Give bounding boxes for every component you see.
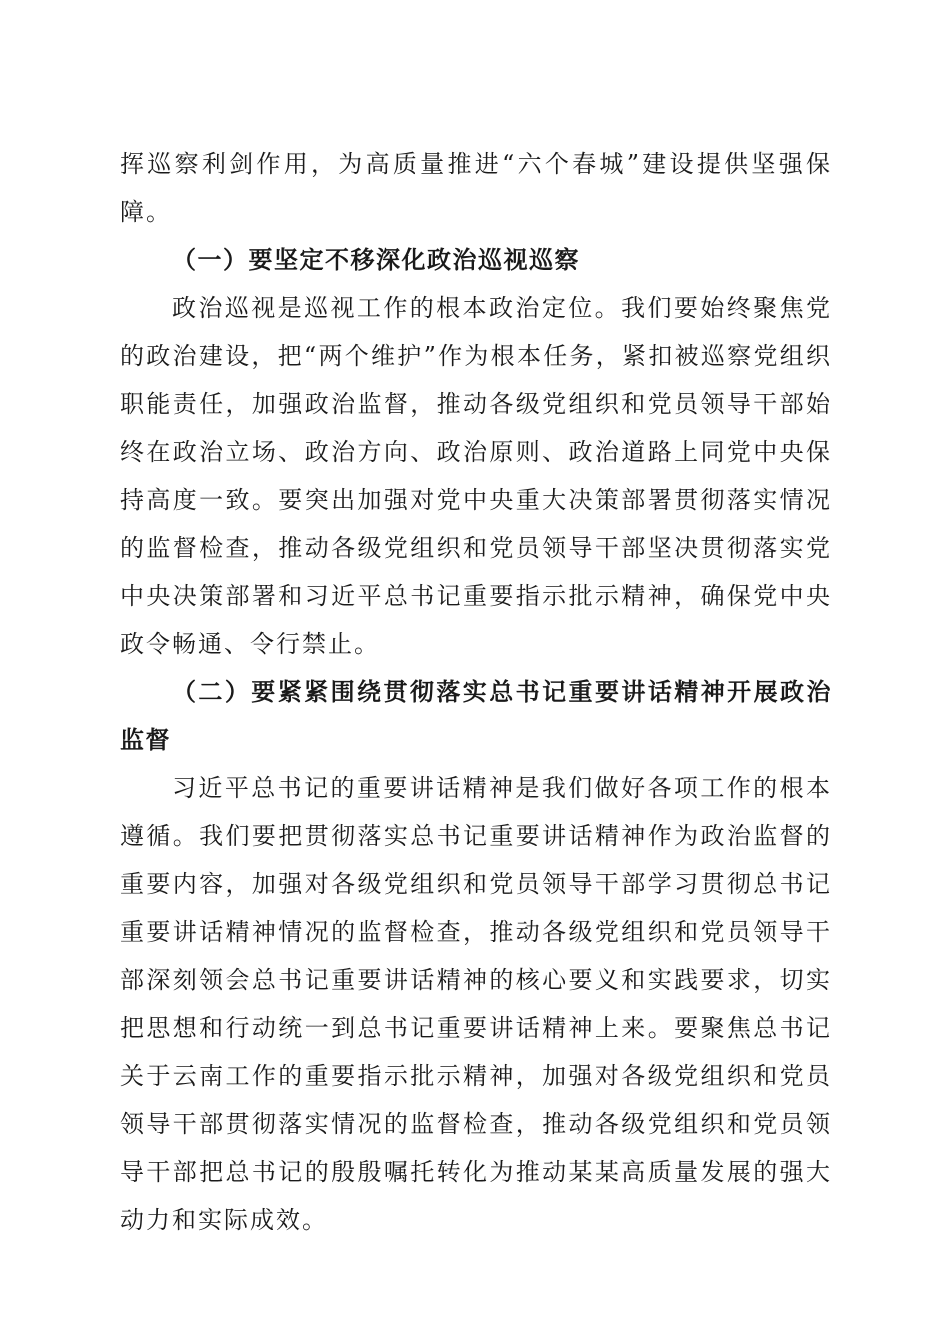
document-body — [120, 140, 832, 1244]
intro-continuation-paragraph: 挥巡察利剑作用，为高质量推进“六个春城”建设提供坚强保障。 — [120, 150, 832, 226]
section-heading-2: （二）要紧紧围绕贯彻落实总书记重要讲话精神开展政治监督 — [120, 678, 832, 754]
section-2-paragraph: 习近平总书记的重要讲话精神是我们做好各项工作的根本遵循。我们要把贯彻落实总书记重要讲话精神作为政治监督的重要内容，加强对各级党组织和党员领导干部学习贯彻总书记重要讲话精神情况的监督检查，推动各级党组织和党员领导干部深刻领会总书记重要讲话精神的核心要义和实践要求，切实把思想和行动统一到总书记重要讲话精神上来。要聚焦总书记关于云南工作的重要指示批示精神，加强对各级党组织和党员领导干部贯彻落实情况的监督检查，推动各级党组织和党员领导干部把总书记的殷殷嘱托转化为推动某某高质量发展的强大动力和实际成效。 — [120, 774, 832, 1234]
section-1-paragraph: 政治巡视是巡视工作的根本政治定位。我们要始终聚焦党的政治建设，把“两个维护”作为根本任务，紧扣被巡察党组织职能责任，加强政治监督，推动各级党组织和党员领导干部始终在政治立场、政治方向、政治原则、政治道路上同党中央保持高度一致。要突出加强对党中央重大决策部署贯彻落实情况的监督检查，推动各级党组织和党员领导干部坚决贯彻落实党中央决策部署和习近平总书记重要指示批示精神，确保党中央政令畅通、令行禁止。 — [120, 294, 832, 658]
section-heading-1: （一）要坚定不移深化政治巡视巡察 — [172, 246, 580, 274]
